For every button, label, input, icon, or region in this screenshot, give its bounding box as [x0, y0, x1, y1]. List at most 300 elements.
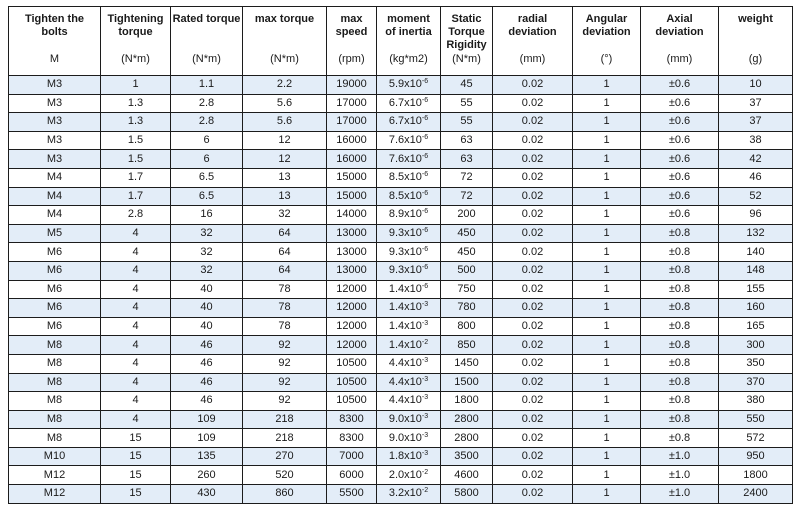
- table-row: [9, 187, 793, 206]
- cell-inertia: [377, 243, 441, 262]
- inertia-base: 1.4x10: [388, 282, 422, 295]
- cell-max_torque: 64: [243, 261, 327, 280]
- cell-angular: 1: [573, 261, 641, 280]
- cell-axial: ±1.0: [641, 466, 719, 485]
- column-unit: M: [49, 53, 60, 65]
- table-row: [9, 373, 793, 392]
- cell-axial: ±1.0: [641, 447, 719, 466]
- cell-rigidity: 63: [441, 131, 493, 150]
- table-row: [9, 131, 793, 150]
- cell-radial: 0.02: [493, 410, 573, 429]
- inertia-base: 7.6x10: [388, 152, 422, 165]
- cell-max_torque: 520: [243, 466, 327, 485]
- column-title-line: Torque: [448, 26, 485, 38]
- cell-max_speed: 12000: [327, 336, 377, 355]
- cell-inertia: [377, 76, 441, 95]
- cell-rigidity: 800: [441, 317, 493, 336]
- inertia-base: 5.9x10: [388, 78, 422, 91]
- cell-rated: 32: [171, 261, 243, 280]
- cell-radial: 0.02: [493, 113, 573, 132]
- cell-tightening: 2.8: [101, 206, 171, 225]
- cell-radial: 0.02: [493, 280, 573, 299]
- column-unit: (°): [600, 53, 613, 65]
- cell-weight: 38: [719, 131, 793, 150]
- column-title-line: Tightening: [107, 13, 164, 25]
- cell-angular: 1: [573, 336, 641, 355]
- inertia-base: 9.0x10: [388, 412, 422, 425]
- cell-angular: 1: [573, 429, 641, 448]
- inertia-exponent: -3: [421, 394, 429, 402]
- cell-radial: 0.02: [493, 317, 573, 336]
- cell-rated: 2.8: [171, 113, 243, 132]
- column-header-rigidity: [441, 7, 493, 76]
- cell-rated: 40: [171, 299, 243, 318]
- cell-angular: 1: [573, 76, 641, 95]
- cell-rated: 109: [171, 429, 243, 448]
- cell-radial: 0.02: [493, 206, 573, 225]
- inertia-base: 7.6x10: [388, 134, 422, 147]
- cell-inertia: [377, 447, 441, 466]
- cell-bolt: M3: [9, 150, 101, 169]
- cell-inertia: [377, 466, 441, 485]
- cell-axial: ±0.6: [641, 113, 719, 132]
- cell-weight: 37: [719, 113, 793, 132]
- cell-rigidity: 4600: [441, 466, 493, 485]
- header-row: [9, 7, 793, 76]
- column-header-max_speed: [327, 7, 377, 76]
- cell-bolt: M8: [9, 354, 101, 373]
- cell-angular: 1: [573, 373, 641, 392]
- cell-tightening: 4: [101, 280, 171, 299]
- cell-axial: ±0.6: [641, 187, 719, 206]
- table-row: [9, 224, 793, 243]
- cell-rated: 6.5: [171, 168, 243, 187]
- cell-radial: 0.02: [493, 150, 573, 169]
- cell-rigidity: 2800: [441, 410, 493, 429]
- column-title: [641, 7, 718, 53]
- cell-bolt: M12: [9, 485, 101, 504]
- cell-inertia: [377, 354, 441, 373]
- cell-rated: 109: [171, 410, 243, 429]
- cell-max_speed: 13000: [327, 224, 377, 243]
- cell-weight: 572: [719, 429, 793, 448]
- column-title-line: Rigidity: [446, 39, 487, 51]
- column-header-rated: [171, 7, 243, 76]
- cell-bolt: M6: [9, 243, 101, 262]
- column-header-inertia: [377, 7, 441, 76]
- cell-weight: 300: [719, 336, 793, 355]
- table-row: [9, 280, 793, 299]
- cell-tightening: 15: [101, 447, 171, 466]
- cell-axial: ±0.6: [641, 206, 719, 225]
- column-header-angular: [573, 7, 641, 76]
- cell-max_speed: 13000: [327, 261, 377, 280]
- cell-axial: ±0.8: [641, 280, 719, 299]
- cell-bolt: M12: [9, 466, 101, 485]
- table-row: [9, 299, 793, 318]
- inertia-exponent: -6: [421, 282, 429, 290]
- cell-bolt: M4: [9, 187, 101, 206]
- column-title: [493, 7, 572, 53]
- cell-bolt: M3: [9, 113, 101, 132]
- cell-max_speed: 12000: [327, 280, 377, 299]
- cell-tightening: 4: [101, 336, 171, 355]
- cell-axial: ±1.0: [641, 485, 719, 504]
- inertia-exponent: -2: [421, 487, 429, 495]
- column-title-line: bolts: [41, 26, 68, 38]
- cell-axial: ±0.8: [641, 392, 719, 411]
- cell-weight: 140: [719, 243, 793, 262]
- column-title: [243, 7, 326, 53]
- inertia-base: 2.0x10: [388, 468, 422, 481]
- cell-inertia: [377, 317, 441, 336]
- cell-weight: 380: [719, 392, 793, 411]
- cell-angular: 1: [573, 168, 641, 187]
- cell-weight: 155: [719, 280, 793, 299]
- cell-tightening: 15: [101, 429, 171, 448]
- column-unit: (N*m): [192, 53, 221, 65]
- inertia-base: 6.7x10: [388, 96, 422, 109]
- column-header-radial: [493, 7, 573, 76]
- cell-bolt: M8: [9, 392, 101, 411]
- cell-rigidity: 1800: [441, 392, 493, 411]
- column-header-weight: [719, 7, 793, 76]
- cell-radial: 0.02: [493, 429, 573, 448]
- cell-bolt: M4: [9, 168, 101, 187]
- cell-rated: 6: [171, 131, 243, 150]
- cell-weight: 2400: [719, 485, 793, 504]
- inertia-exponent: -3: [421, 412, 429, 420]
- cell-rated: 1.1: [171, 76, 243, 95]
- table-row: [9, 261, 793, 280]
- cell-max_torque: 13: [243, 168, 327, 187]
- cell-rigidity: 450: [441, 243, 493, 262]
- table-row: [9, 76, 793, 95]
- cell-tightening: 4: [101, 373, 171, 392]
- column-title-line: moment: [387, 13, 430, 25]
- cell-weight: 350: [719, 354, 793, 373]
- cell-max_torque: 5.6: [243, 113, 327, 132]
- inertia-exponent: -6: [421, 78, 429, 86]
- column-unit: (N*m): [121, 53, 150, 65]
- inertia-base: 9.3x10: [388, 227, 422, 240]
- cell-tightening: 1.3: [101, 94, 171, 113]
- cell-max_speed: 16000: [327, 131, 377, 150]
- cell-max_speed: 12000: [327, 317, 377, 336]
- cell-radial: 0.02: [493, 243, 573, 262]
- table-row: [9, 168, 793, 187]
- column-title-line: deviation: [508, 26, 557, 38]
- cell-max_speed: 14000: [327, 206, 377, 225]
- cell-rigidity: 72: [441, 187, 493, 206]
- cell-tightening: 4: [101, 392, 171, 411]
- column-title: [377, 7, 440, 53]
- cell-max_speed: 10500: [327, 392, 377, 411]
- cell-max_torque: 92: [243, 373, 327, 392]
- cell-inertia: [377, 113, 441, 132]
- column-title-line: radial: [517, 13, 548, 25]
- column-title-line: Tighten the: [24, 13, 85, 25]
- cell-weight: 52: [719, 187, 793, 206]
- cell-weight: 165: [719, 317, 793, 336]
- cell-tightening: 4: [101, 317, 171, 336]
- cell-bolt: M6: [9, 299, 101, 318]
- column-unit: (mm): [519, 53, 546, 65]
- table-row: [9, 336, 793, 355]
- cell-tightening: 4: [101, 410, 171, 429]
- column-title: [573, 7, 640, 53]
- cell-tightening: 4: [101, 243, 171, 262]
- cell-tightening: 15: [101, 485, 171, 504]
- column-header-bolt: [9, 7, 101, 76]
- cell-radial: 0.02: [493, 94, 573, 113]
- cell-bolt: M10: [9, 447, 101, 466]
- cell-rigidity: 3500: [441, 447, 493, 466]
- cell-max_torque: 860: [243, 485, 327, 504]
- cell-angular: 1: [573, 466, 641, 485]
- cell-weight: 370: [719, 373, 793, 392]
- column-title-line: Rated torque: [172, 13, 241, 25]
- cell-rigidity: 55: [441, 113, 493, 132]
- cell-tightening: 1.5: [101, 150, 171, 169]
- cell-axial: ±0.8: [641, 261, 719, 280]
- inertia-exponent: -6: [421, 134, 429, 142]
- cell-angular: 1: [573, 206, 641, 225]
- column-title-line: weight: [738, 13, 773, 25]
- cell-rigidity: 2800: [441, 429, 493, 448]
- cell-axial: ±0.6: [641, 150, 719, 169]
- cell-bolt: M3: [9, 131, 101, 150]
- cell-tightening: 1: [101, 76, 171, 95]
- cell-bolt: M8: [9, 336, 101, 355]
- table-row: [9, 354, 793, 373]
- cell-max_torque: 92: [243, 354, 327, 373]
- table-row: [9, 317, 793, 336]
- cell-weight: 160: [719, 299, 793, 318]
- cell-tightening: 4: [101, 224, 171, 243]
- cell-rated: 46: [171, 373, 243, 392]
- inertia-exponent: -3: [421, 431, 429, 439]
- cell-rigidity: 780: [441, 299, 493, 318]
- cell-inertia: [377, 299, 441, 318]
- cell-radial: 0.02: [493, 447, 573, 466]
- inertia-base: 9.3x10: [388, 245, 422, 258]
- table-row: [9, 410, 793, 429]
- cell-rated: 32: [171, 243, 243, 262]
- cell-radial: 0.02: [493, 354, 573, 373]
- cell-rated: 260: [171, 466, 243, 485]
- cell-weight: 1800: [719, 466, 793, 485]
- table-body: [9, 76, 793, 504]
- cell-axial: ±0.8: [641, 410, 719, 429]
- cell-angular: 1: [573, 447, 641, 466]
- inertia-exponent: -2: [421, 468, 429, 476]
- cell-radial: 0.02: [493, 299, 573, 318]
- cell-inertia: [377, 224, 441, 243]
- inertia-base: 1.4x10: [388, 301, 422, 314]
- cell-radial: 0.02: [493, 224, 573, 243]
- cell-weight: 37: [719, 94, 793, 113]
- inertia-exponent: -6: [421, 115, 429, 123]
- cell-bolt: M6: [9, 280, 101, 299]
- cell-weight: 96: [719, 206, 793, 225]
- cell-bolt: M3: [9, 76, 101, 95]
- cell-rigidity: 5800: [441, 485, 493, 504]
- column-title: [9, 7, 100, 53]
- cell-max_torque: 12: [243, 131, 327, 150]
- inertia-base: 9.0x10: [388, 431, 422, 444]
- cell-rigidity: 750: [441, 280, 493, 299]
- cell-rated: 2.8: [171, 94, 243, 113]
- column-unit: (rpm): [338, 53, 365, 65]
- cell-radial: 0.02: [493, 466, 573, 485]
- table-row: [9, 466, 793, 485]
- cell-max_speed: 17000: [327, 94, 377, 113]
- cell-radial: 0.02: [493, 336, 573, 355]
- cell-inertia: [377, 187, 441, 206]
- table-row: [9, 243, 793, 262]
- cell-max_speed: 13000: [327, 243, 377, 262]
- column-unit: (N*m): [270, 53, 299, 65]
- inertia-exponent: -3: [421, 320, 429, 328]
- cell-max_torque: 32: [243, 206, 327, 225]
- cell-max_torque: 78: [243, 280, 327, 299]
- cell-rated: 40: [171, 317, 243, 336]
- cell-inertia: [377, 373, 441, 392]
- inertia-base: 4.4x10: [388, 394, 422, 407]
- cell-angular: 1: [573, 150, 641, 169]
- specification-table: [8, 6, 793, 504]
- cell-axial: ±0.8: [641, 354, 719, 373]
- cell-max_torque: 2.2: [243, 76, 327, 95]
- cell-angular: 1: [573, 113, 641, 132]
- inertia-base: 9.3x10: [388, 264, 422, 277]
- table-row: [9, 429, 793, 448]
- cell-max_torque: 64: [243, 224, 327, 243]
- cell-axial: ±0.6: [641, 168, 719, 187]
- cell-rated: 430: [171, 485, 243, 504]
- cell-inertia: [377, 429, 441, 448]
- cell-rigidity: 1500: [441, 373, 493, 392]
- column-unit: (kg*m2): [389, 53, 428, 65]
- inertia-exponent: -6: [421, 152, 429, 160]
- cell-axial: ±0.8: [641, 299, 719, 318]
- cell-bolt: M6: [9, 317, 101, 336]
- cell-angular: 1: [573, 280, 641, 299]
- cell-axial: ±0.6: [641, 76, 719, 95]
- cell-rigidity: 450: [441, 224, 493, 243]
- cell-max_speed: 15000: [327, 187, 377, 206]
- cell-rated: 40: [171, 280, 243, 299]
- cell-inertia: [377, 280, 441, 299]
- cell-bolt: M8: [9, 373, 101, 392]
- cell-inertia: [377, 261, 441, 280]
- column-title-line: Axial: [666, 13, 693, 25]
- inertia-exponent: -3: [421, 301, 429, 309]
- cell-max_torque: 92: [243, 392, 327, 411]
- cell-max_speed: 6000: [327, 466, 377, 485]
- table-row: [9, 206, 793, 225]
- table-row: [9, 150, 793, 169]
- inertia-base: 1.8x10: [388, 450, 422, 463]
- cell-bolt: M8: [9, 410, 101, 429]
- table-row: [9, 94, 793, 113]
- cell-axial: ±0.6: [641, 94, 719, 113]
- cell-max_speed: 7000: [327, 447, 377, 466]
- column-header-tightening: [101, 7, 171, 76]
- cell-rigidity: 850: [441, 336, 493, 355]
- cell-max_torque: 218: [243, 429, 327, 448]
- inertia-exponent: -6: [421, 208, 429, 216]
- cell-weight: 10: [719, 76, 793, 95]
- column-unit: (N*m): [452, 53, 481, 65]
- cell-weight: 950: [719, 447, 793, 466]
- cell-tightening: 4: [101, 261, 171, 280]
- cell-angular: 1: [573, 354, 641, 373]
- cell-rated: 6.5: [171, 187, 243, 206]
- cell-rated: 135: [171, 447, 243, 466]
- cell-radial: 0.02: [493, 261, 573, 280]
- cell-angular: 1: [573, 485, 641, 504]
- cell-rated: 46: [171, 392, 243, 411]
- cell-tightening: 4: [101, 299, 171, 318]
- table-header: [9, 7, 793, 76]
- inertia-exponent: -6: [421, 171, 429, 179]
- cell-weight: 132: [719, 224, 793, 243]
- column-title-line: speed: [335, 26, 368, 38]
- cell-radial: 0.02: [493, 168, 573, 187]
- cell-inertia: [377, 131, 441, 150]
- column-title-line: deviation: [655, 26, 704, 38]
- cell-inertia: [377, 410, 441, 429]
- cell-radial: 0.02: [493, 373, 573, 392]
- table-row: [9, 485, 793, 504]
- cell-radial: 0.02: [493, 485, 573, 504]
- cell-angular: 1: [573, 94, 641, 113]
- column-title: [171, 7, 242, 53]
- cell-bolt: M6: [9, 261, 101, 280]
- cell-max_speed: 15000: [327, 168, 377, 187]
- table-row: [9, 392, 793, 411]
- cell-inertia: [377, 392, 441, 411]
- cell-inertia: [377, 336, 441, 355]
- column-title: [327, 7, 376, 53]
- cell-rigidity: 72: [441, 168, 493, 187]
- cell-rated: 16: [171, 206, 243, 225]
- inertia-exponent: -3: [421, 450, 429, 458]
- cell-axial: ±0.8: [641, 243, 719, 262]
- cell-max_speed: 12000: [327, 299, 377, 318]
- cell-max_torque: 5.6: [243, 94, 327, 113]
- column-header-axial: [641, 7, 719, 76]
- cell-max_torque: 12: [243, 150, 327, 169]
- cell-rated: 46: [171, 336, 243, 355]
- cell-radial: 0.02: [493, 392, 573, 411]
- cell-inertia: [377, 485, 441, 504]
- inertia-base: 4.4x10: [388, 357, 422, 370]
- cell-angular: 1: [573, 131, 641, 150]
- column-title: [719, 7, 792, 53]
- cell-axial: ±0.6: [641, 131, 719, 150]
- cell-rigidity: 1450: [441, 354, 493, 373]
- cell-axial: ±0.8: [641, 336, 719, 355]
- cell-inertia: [377, 168, 441, 187]
- inertia-exponent: -6: [421, 189, 429, 197]
- cell-weight: 148: [719, 261, 793, 280]
- cell-tightening: 15: [101, 466, 171, 485]
- cell-axial: ±0.8: [641, 429, 719, 448]
- cell-inertia: [377, 206, 441, 225]
